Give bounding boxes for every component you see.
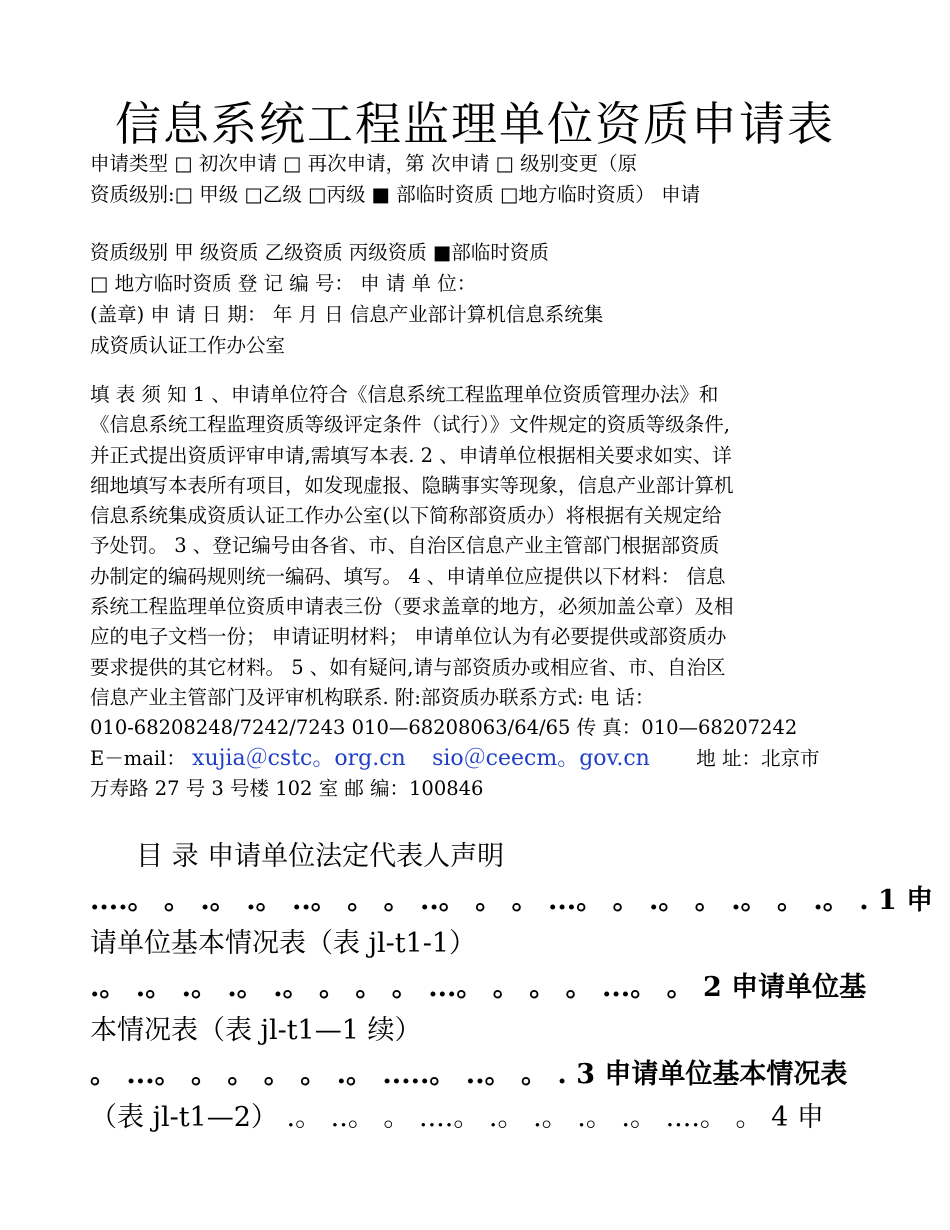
notice-line: 要求提供的其它材料。 5 、如有疑问,请与部资质办或相应省、市、自治区	[90, 655, 726, 679]
notice-line: 应的电子文档一份； 申请证明材料； 申请单位认为有必要提供或部资质办	[90, 625, 727, 649]
notice-line: 信息系统集成资质认证工作办公室(以下简称部资质办）将根据有关规定给	[90, 504, 722, 528]
notice-line: 系统工程监理单位资质申请表三份（要求盖章的地方，必须加盖公章）及相	[90, 595, 734, 619]
grade-line: (盖章) 申 请 日 期： 年 月 日 信息产业部计算机信息系统集	[90, 303, 604, 326]
grade-line: □ 地方临时资质 登 记 编 号： 申 请 单 位：	[90, 272, 477, 295]
header-line: 资质级别:□ 甲级 □乙级 □丙级 ■ 部临时资质 □地方临时资质） 申请	[90, 183, 701, 206]
header-line: 申请类型 □ 初次申请 □ 再次申请，第 次申请 □ 级别变更（原	[90, 152, 638, 175]
toc-line: 本情况表（表 jl-t1—1 续）	[90, 1015, 422, 1046]
contact-email-line	[90, 744, 862, 774]
notice-line: 并正式提出资质评审申请,需填写本表. 2 、申请单位根据相关要求如实、详	[90, 443, 732, 467]
toc-line: .。 .。 .。 .。 .。 。 。 。 ...。 。 。 。 ...。 。 2 申请单位基	[90, 971, 867, 1003]
toc-line: 目 录 申请单位法定代表人声明	[136, 841, 505, 872]
notice-line: 010-68208248/7242/7243 010—68208063/64/65 传 真：010—68207242	[90, 716, 798, 740]
toc-line: ....。 。 .。 .。 ..。 。 。 ..。 。 。 ...。 。 .。 。 .。 。 .。 . 1 申	[90, 884, 934, 916]
application-type-section	[90, 148, 862, 210]
notice-line: 细地填写本表所有项目，如发现虚报、隐瞒事实等现象，信息产业部计算机	[90, 473, 734, 497]
grade-line: 成资质认证工作办公室	[90, 334, 286, 357]
notice-line: 填 表 须 知 1 、申请单位符合《信息系统工程监理单位资质管理办法》和	[90, 383, 719, 406]
toc-line: （表 jl-t1—2） .。 ..。 。 ....。 .。 .。 .。 .。 ....。 。 4 申	[90, 1102, 824, 1133]
notice-line: 《信息系统工程监理资质等级评定条件（试行）》文件规定的资质等级条件,	[90, 413, 730, 437]
table-of-contents	[90, 835, 934, 1140]
toc-line: 。 ...。 。 。 。 。 .。 .....。 ..。 。 . 3 申请单位基本情况表	[90, 1058, 848, 1090]
email-link[interactable]: sio＠ceecm。gov.cn	[432, 745, 650, 771]
filling-notice-section	[90, 380, 862, 804]
toc-line: 请单位基本情况表（表 jl-t1-1）	[90, 928, 477, 959]
grade-line: 资质级别 甲 级资质 乙级资质 丙级资质 ■部临时资质	[90, 241, 549, 264]
document-title: 信息系统工程监理单位资质申请表	[115, 97, 835, 151]
address-label: 地 址：北京市	[696, 746, 820, 770]
notice-line: 信息产业主管部门及评审机构联系. 附:部资质办联系方式: 电 话：	[90, 685, 655, 709]
address-line: 万寿路 27 号 3 号楼 102 室 邮 编：100846	[90, 776, 484, 800]
email-link[interactable]: xujia＠cstc。org.cn	[192, 745, 406, 771]
notice-line: 办制定的编码规则统一编码、填写。 4 、申请单位应提供以下材料： 信息	[90, 564, 726, 588]
grade-section	[90, 237, 862, 361]
email-label: E－mail：	[90, 746, 186, 770]
notice-line: 予处罚。 3 、登记编号由各省、市、自治区信息产业主管部门根据部资质	[90, 534, 720, 558]
